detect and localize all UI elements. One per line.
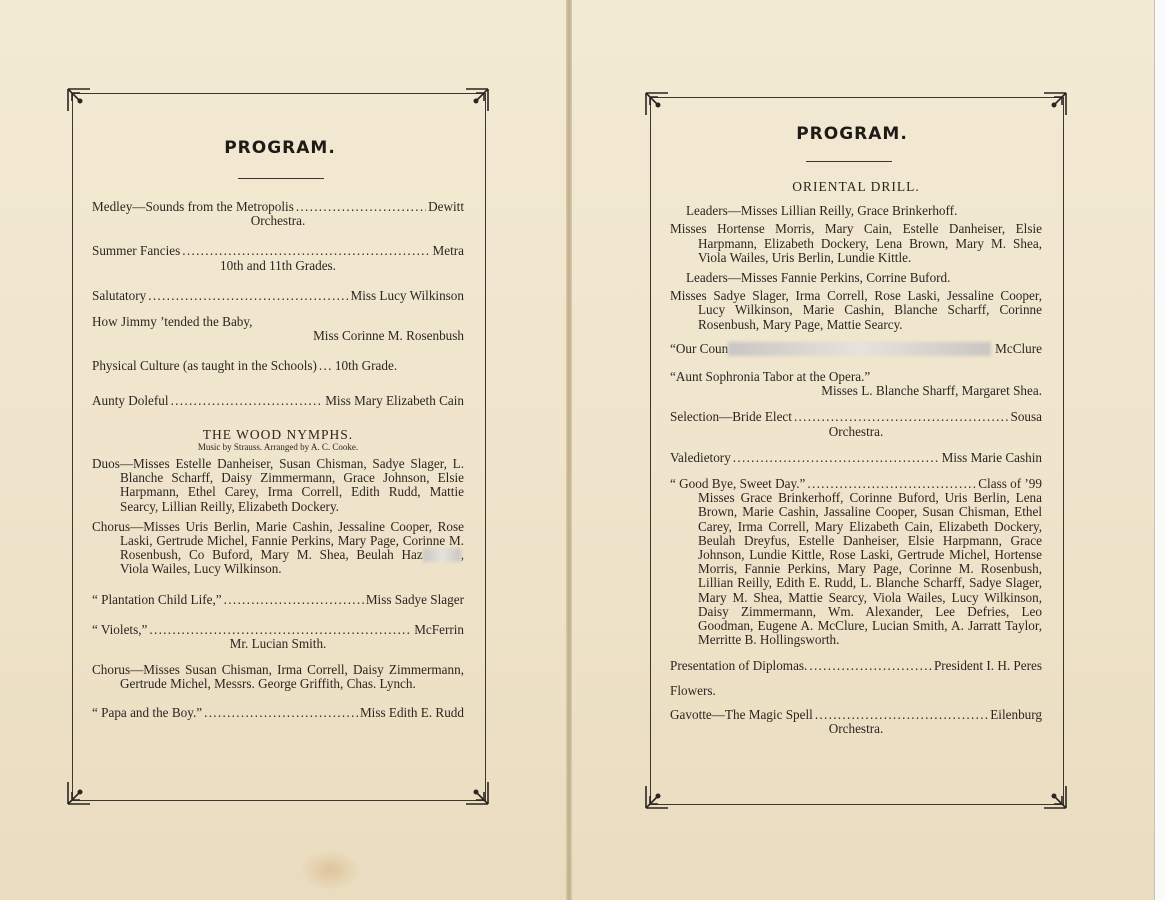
program-item bbox=[92, 244, 464, 272]
program-item bbox=[670, 451, 1042, 465]
scan-edge bbox=[1154, 0, 1165, 900]
duos-list: Duos—Misses Estelle Danheiser, Susan Chisman, Sadye Slager, L. Blanche Scharff, Daisy Zimmermann, Grace Johnson, Elsie Harpmann, Ethel Carey, Irma Correll, Edith Rudd, Mattie Searcy, Lillian Reilly, Elizabeth Dockery. bbox=[92, 456, 464, 514]
item-subtitle: Orchestra. bbox=[828, 423, 884, 439]
leaders-line: Leaders—Misses Fannie Perkins, Corrine Buford. bbox=[686, 270, 951, 286]
item-subtitle: Orchestra. bbox=[828, 721, 884, 737]
flowers-item: Flowers. bbox=[670, 682, 716, 698]
item-title: Salutatory bbox=[92, 287, 147, 303]
program-item bbox=[92, 359, 464, 373]
right-heading: PROGRAM. bbox=[796, 124, 908, 144]
program-item bbox=[92, 394, 464, 408]
program-item bbox=[92, 593, 464, 607]
item-title: Physical Culture (as taught in the Schools) bbox=[92, 358, 317, 374]
corner-ornament-icon bbox=[644, 784, 670, 810]
item-title: “ Good Bye, Sweet Day.” bbox=[670, 476, 806, 492]
section-credit: Music by Strauss. Arranged by A. C. Cooke. bbox=[197, 442, 359, 453]
item-title: “ Violets,” bbox=[92, 621, 148, 637]
item-performer: Eilenburg bbox=[990, 706, 1042, 722]
leaders-line: Leaders—Misses Lillian Reilly, Grace Brinkerhoff. bbox=[686, 203, 958, 219]
item-performer: Sousa bbox=[1010, 409, 1042, 425]
blurred-text bbox=[423, 548, 461, 562]
program-item bbox=[92, 200, 464, 228]
drill-list: Misses Sadye Slager, Irma Correll, Rose Laski, Jessaline Cooper, Lucy Wilkinson, Marie Cashin, Blanche Scharff, Corinne Rosenbush, Mary Page, Mattie Searcy. bbox=[670, 288, 1042, 332]
program-item bbox=[670, 477, 1042, 491]
item-title: “ Papa and the Boy.” bbox=[92, 704, 203, 720]
program-item bbox=[92, 706, 464, 720]
corner-ornament-icon bbox=[464, 780, 490, 806]
item-title: “Aunt Sophronia Tabor at the Opera.” bbox=[670, 369, 871, 385]
item-performer: Miss Mary Elizabeth Cain bbox=[325, 392, 464, 408]
item-performer: Miss Marie Cashin bbox=[941, 449, 1042, 465]
corner-ornament-icon bbox=[1042, 91, 1068, 117]
item-performer: President I. H. Peres bbox=[933, 658, 1042, 674]
item-performer: 10th Grade. bbox=[334, 358, 398, 374]
item-title: Presentation of Diplomas. bbox=[670, 658, 808, 674]
program-item bbox=[670, 659, 1042, 673]
drill-list: Misses Hortense Morris, Mary Cain, Estelle Danheiser, Elsie Harpmann, Elizabeth Dockery, Lena Brown, Mary M. Shea, Viola Wailes, Uris Berlin, Lundie Kittle. bbox=[670, 221, 1042, 265]
item-performer: Miss Sadye Slager bbox=[365, 591, 464, 607]
right-heading-rule bbox=[806, 161, 892, 162]
paper-stain bbox=[300, 850, 360, 890]
corner-ornament-icon bbox=[66, 87, 92, 113]
item-title: Aunty Doleful bbox=[92, 392, 169, 408]
right-program-list bbox=[670, 180, 1042, 736]
item-performer: Metra bbox=[432, 243, 464, 259]
corner-ornament-icon bbox=[464, 87, 490, 113]
corner-ornament-icon bbox=[66, 780, 92, 806]
left-program-list bbox=[92, 200, 464, 720]
item-title: Gavotte—The Magic Spell bbox=[670, 706, 813, 722]
section-title: THE WOOD NYMPHS. bbox=[202, 426, 354, 442]
section-title: ORIENTAL DRILL. bbox=[792, 179, 920, 194]
chorus-list: Chorus—Misses Susan Chisman, Irma Correll, Daisy Zimmermann, Gertrude Michel, Messrs. George Griffith, Chas. Lynch. bbox=[92, 662, 464, 692]
item-performer: Miss Edith E. Rudd bbox=[359, 704, 464, 720]
program-item bbox=[92, 289, 464, 303]
blurred-text bbox=[728, 342, 991, 356]
left-heading-rule bbox=[238, 178, 324, 179]
program-item bbox=[92, 315, 464, 343]
program-item bbox=[92, 623, 464, 651]
item-subtitle: Mr. Lucian Smith. bbox=[229, 636, 327, 652]
item-performer: McFerrin bbox=[414, 621, 464, 637]
item-performer: Class of ’99 bbox=[978, 476, 1042, 492]
corner-ornament-icon bbox=[644, 91, 670, 117]
center-fold bbox=[566, 0, 572, 900]
item-performer: Miss Corinne M. Rosenbush bbox=[313, 328, 464, 344]
item-performer: Dewitt bbox=[428, 199, 464, 214]
corner-ornament-icon bbox=[1042, 784, 1068, 810]
item-title: Selection—Bride Elect bbox=[670, 409, 792, 425]
item-performer: McClure bbox=[995, 340, 1042, 356]
item-title: “ Plantation Child Life,” bbox=[92, 591, 222, 607]
item-performer: Miss Lucy Wilkinson bbox=[350, 287, 464, 303]
item-title: Valedietory bbox=[670, 449, 731, 465]
item-title: Medley—Sounds from the Metropolis bbox=[92, 199, 294, 214]
program-item bbox=[670, 708, 1042, 736]
item-performer: Misses L. Blanche Sharff, Margaret Shea. bbox=[821, 383, 1042, 399]
program-item: “Our Coun McClure bbox=[670, 340, 1042, 356]
item-title: Summer Fancies bbox=[92, 243, 181, 259]
program-item bbox=[670, 410, 1042, 438]
class-list: Misses Grace Brinkerhoff, Corinne Buford, Uris Berlin, Lena Brown, Marie Cashin, Jassaline Cooper, Susan Chisman, Ethel Carey, Irma Correll, Mary Elizabeth Cain, Elizabeth Dockery, Beulah Dreyfus, Estelle Danheiser, Elsie Harpmann, Grace Johnson, Lundie Kittle, Rose Laski, Gertrude Michel, Hortense Morris, Fannie Perkins, Mary Page, Corinne M. Rosenbush, Lillian Reilly, Edith E. Rudd, L. Blanche Scharff, Sadye Slager, Mary M. Shea, Mattie Searcy, Viola Wailes, Lucy Wilkinson, Daisy Zimmermann, Wm. Alexander, Lee Defries, Leo Goodman, Eugene A. McClure, Lucian Smith, A. Jarratt Taylor, Merritte B. Hollingsworth. bbox=[698, 490, 1042, 648]
item-subtitle: Orchestra. bbox=[250, 213, 306, 229]
left-heading: PROGRAM. bbox=[224, 138, 336, 158]
item-title: How Jimmy ’tended the Baby, bbox=[92, 314, 253, 330]
item-subtitle: 10th and 11th Grades. bbox=[220, 257, 336, 273]
chorus-list: Chorus—Misses Uris Berlin, Marie Cashin, Jessaline Cooper, Rose Laski, Gertrude Michel, Fannie Perkins, Mary Page, Corinne M. Rosenbush, Co Buford, Mary M. Shea, Beulah Haz , Viola Wailes, Lucy Wilkinson. bbox=[92, 518, 464, 577]
